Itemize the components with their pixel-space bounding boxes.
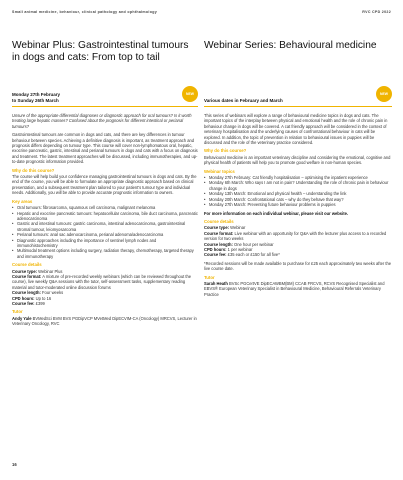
left-key-list — [12, 205, 198, 259]
tutor-credentials: BVMedSci BVM BVS PGDipVCP MVetMed DipECVIM-CA (Oncology) MRCVS, Lecturer in Veterinary Oncology, RVC — [12, 315, 197, 327]
detail-value: A mixture of pre-recorded weekly webinars (which can be reviewed throughout the course), live weekly Q&A sessions with the tutor, self-assessment tasks, supplementary reading material and tutor-moderated online discussion forums — [12, 273, 192, 290]
header-right: RVC CPD 2022 — [362, 10, 391, 14]
detail-value: Live webinar with an opportunity for Q&A with the lecturer plus access to a recorded version for two weeks — [204, 230, 387, 242]
detail-row — [204, 231, 392, 242]
header-left: Small animal medicine, behaviour, clinical pathology and ophthalmology — [12, 10, 158, 14]
list-item: • Perianal tumours: anal sac adenocarcinoma, perianal adenoma/adenocarcinoma — [12, 232, 198, 237]
left-date-line1: Monday 27th February — [12, 92, 61, 98]
detail-value: Four weeks — [40, 290, 64, 296]
right-title: Webinar Series: Behavioural medicine — [204, 40, 377, 51]
left-para2: Gastrointestinal tumours are common in dogs and cats, and there are key differences in tumour behaviour between species. Achieving a definitive diagnosis is important, as treatment approach and prognosis differs depending on tumour type. This course will cover non-lymphomatous oral, hepatic, exocrine pancreatic, gastric, intestinal and perianal tumours in dogs and cats with a focus on diagnosis and treatment. The latest treatment approaches will be discussed, including immunotherapies, and up-to-date prognostic information provided. — [12, 132, 198, 165]
detail-value: Webinar — [229, 225, 246, 231]
list-item: • Oral tumours: fibrosarcoma, squamous cell carcinoma, malignant melanoma — [12, 205, 198, 210]
detail-key: Course format: — [12, 273, 42, 279]
left-body — [12, 113, 198, 330]
right-divider — [204, 106, 392, 107]
right-date — [204, 98, 283, 104]
detail-key: Course type: — [204, 225, 230, 231]
tutor-name: Andy Yale — [12, 315, 32, 321]
left-tutor-heading: Tutor — [12, 309, 23, 315]
detail-value: Webinar Plus — [37, 268, 63, 274]
list-item: • Monday 6th March: Who says I am not in pain? Understanding the role of chronic pain in behaviour change in dogs — [204, 180, 392, 191]
left-key-heading: Key areas — [12, 198, 33, 204]
left-tutor — [12, 316, 198, 327]
detail-value: £35 each or £150 for all five* — [226, 252, 280, 258]
right-why-text: Behavioural medicine is an important veterinary discipline and considering the emotional, cognitive and physical health of patients will help you to promote good welfare in non-human species. — [204, 154, 391, 166]
right-more-info: For more information on each individual webinar, please visit our website. — [204, 210, 348, 216]
detail-row — [12, 301, 198, 306]
list-item: • Monday 13th March: Emotional and physical health – understanding the link — [204, 191, 392, 196]
detail-key: CPD hours: — [204, 246, 227, 252]
list-item: • Monday 27th March: Preventing future behaviour problems in puppies — [204, 202, 392, 207]
right-intro: This series of webinars will explore a range of behavioural medicine topics in dogs and cats. The important topics of the interplay between physical and emotional health and the role of chronic pain in behaviour change in dogs will be covered. A cat friendly approach will be considered in the context of veterinary hospitalisation and the underlying causes of confrontational behaviour in cats will be explored. In addition, the topic of prevention in relation to behavioural issues in puppies will be discussed and the role of the veterinary practice considered. — [204, 113, 388, 146]
right-details-heading: Course details — [204, 218, 234, 224]
list-item: • Monday 27th February: Cat friendly hospitalisation – optimising the inpatient experience — [204, 175, 392, 180]
detail-value: 1 per webinar — [226, 246, 253, 252]
detail-key: Course fee: — [12, 301, 35, 306]
detail-value: One hour per webinar — [232, 241, 274, 247]
left-details-heading: Course details — [12, 262, 42, 268]
detail-row — [12, 274, 198, 290]
right-body — [204, 113, 392, 300]
detail-key: Course length: — [12, 290, 41, 296]
right-column — [204, 0, 392, 480]
left-date — [12, 92, 60, 104]
list-item: • Multimodal treatment options including surgery, radiation therapy, chemotherapy, targeted therapy and immunotherapy — [12, 248, 198, 259]
list-item: • Monday 20th March: Confrontational cats – why do they behave that way? — [204, 197, 392, 202]
right-new-badge: NEW — [376, 86, 392, 102]
right-details — [204, 225, 392, 257]
detail-value: £399 — [34, 301, 45, 306]
left-divider — [12, 106, 198, 107]
right-tutor-heading: Tutor — [204, 274, 215, 280]
detail-key: Course fee: — [204, 252, 227, 258]
detail-key: Course type: — [12, 268, 38, 274]
left-new-badge: NEW — [182, 86, 198, 102]
right-footnote: *Recorded sessions will be made available to purchase for £25 each approximately two weeks after the live course date. — [204, 260, 392, 272]
list-item: • Gastric and intestinal tumours: gastric carcinoma, intestinal adenocarcinoma, gastrointestinal stromal tumour, leiomyosarcoma — [12, 221, 198, 232]
left-column — [12, 0, 198, 480]
left-details — [12, 269, 198, 307]
page-number: 16 — [12, 462, 17, 467]
left-title: Webinar Plus: Gastrointestinal tumours in dogs and cats: From top to tail — [12, 40, 189, 63]
left-why-heading: Why do this course? — [12, 167, 55, 173]
right-tutor — [204, 281, 392, 297]
right-why-heading: Why do this course? — [204, 148, 247, 154]
detail-value: Up to 16 — [34, 295, 52, 301]
right-date-line1: Various dates in February and March — [204, 98, 283, 104]
detail-key: CPD hours: — [12, 295, 35, 301]
detail-key: Course format: — [204, 230, 234, 236]
right-topics-list — [204, 175, 392, 207]
tutor-credentials: BVSc PGCertVE DipECAWBM(BM) CCAB FRCVS, RCVS Recognised Specialist and EBVS® European Veterinary Specialist in Behavioural Medicine, Behavioural Referrals Veterinary Practice — [204, 280, 385, 297]
detail-row — [204, 252, 392, 257]
left-date-line2: to Sunday 26th March — [12, 98, 59, 104]
detail-key: Course length: — [204, 241, 233, 247]
tutor-name: Sarah Heath — [204, 280, 228, 286]
right-date-row — [204, 86, 392, 104]
list-item: • Diagnostic approaches including the importance of sentinel lymph nodes and immunohistochemistry — [12, 238, 198, 249]
right-topics-heading: Webinar topics — [204, 168, 235, 174]
list-item: • Hepatic and exocrine pancreatic tumours: hepatocellular carcinoma, bile duct carcinoma, pancreatic adenocarcinoma — [12, 211, 198, 222]
left-why-text: The course will help build your confidence managing gastrointestinal tumours in dogs and cats. By the end of the course, you will be able to formulate an appropriate diagnostic approach based on clinical presentation, and a subsequent treatment plan tailored to your patient's tumour type and individual needs. Additionally, you will be able to provide accurate prognostic information to owners. — [12, 174, 197, 196]
left-date-row — [12, 86, 198, 104]
left-intro: Unsure of the appropriate differential diagnoses or diagnostic approach for oral tumours? Is it worth treating large hepatic masses? Confused about the prognosis for different intestinal or perianal tumours? — [12, 113, 192, 129]
